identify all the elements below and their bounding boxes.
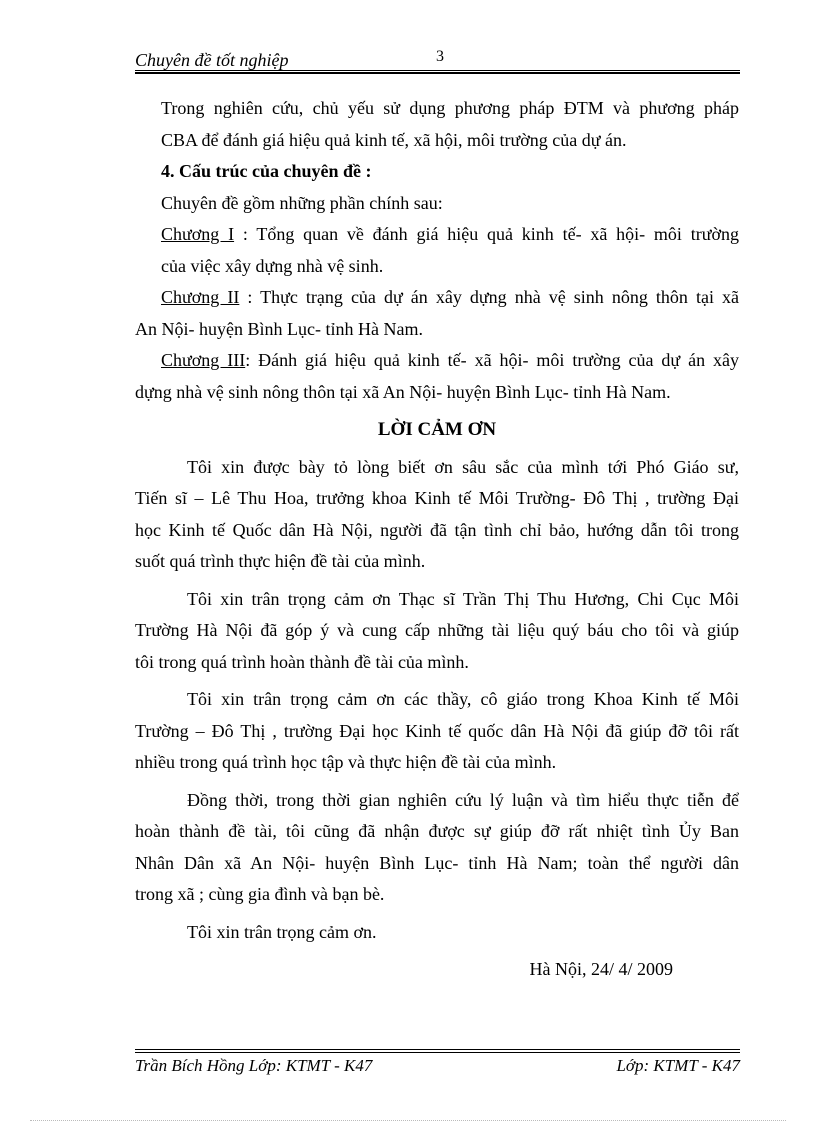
methods-line: CBA để đánh giá hiệu quả kinh tế, xã hội, môi trường của dự án. — [161, 129, 627, 150]
thanks-p3-line: nhiều trong quá trình học tập và thực hiện đề tài của mình. — [135, 752, 557, 772]
thanks-p1-line: Tiến sĩ – Lê Thu Hoa, trưởng khoa Kinh tế Môi Trường- Đô Thị , trường Đại — [135, 488, 739, 508]
thanks-p2-line: tôi trong quá trình hoàn thành đề tài của mình. — [135, 651, 469, 672]
thanks-p4-line: Đồng thời, trong thời gian nghiên cứu lý luận và tìm hiểu thực tiễn để — [187, 789, 739, 810]
page-edge-dots — [30, 1120, 786, 1121]
footer-rule — [135, 1049, 740, 1050]
page-number: 3 — [436, 48, 444, 65]
thanks-p2-line: Tôi xin trân trọng cảm ơn Thạc sĩ Trần Thị Thu Hương, Chi Cục Môi — [187, 588, 739, 609]
thanks-p1-line: học Kinh tế Quốc dân Hà Nội, người đã tận tình chỉ bảo, hướng dẫn tôi trong — [135, 519, 739, 540]
chapter-1-cont: của việc xây dựng nhà vệ sinh. — [161, 255, 384, 276]
section-heading: 4. Cấu trúc của chuyên đề : — [161, 161, 372, 181]
thanks-p4-line: Nhân Dân xã An Nội- huyện Bình Lục- tỉnh Hà Nam; toàn thể người dân — [135, 852, 739, 873]
footer-class: Lớp: KTMT - K47 — [616, 1056, 740, 1075]
methods-line: Trong nghiên cứu, chủ yếu sử dụng phương pháp ĐTM và phương pháp — [161, 98, 739, 118]
chapter-3-line — [135, 345, 739, 377]
chapter-2-cont: An Nội- huyện Bình Lục- tỉnh Hà Nam. — [135, 318, 423, 339]
thanks-p3-line: Tôi xin trân trọng cảm ơn các thầy, cô giáo trong Khoa Kinh tế Môi — [187, 689, 739, 709]
thanks-p1-line: suốt quá trình thực hiện đề tài của mình. — [135, 551, 426, 571]
footer-rule — [135, 1052, 740, 1053]
thanks-p4-line: hoàn thành đề tài, tôi cũng đã nhận được sự giúp đỡ rất nhiệt tình Ủy Ban — [135, 821, 739, 841]
chapter-1-text: : Tổng quan về đánh giá hiệu quả kinh tế- xã hội- môi trường — [234, 224, 739, 244]
page-header — [135, 46, 740, 72]
chapter-3-label: Chương III — [161, 350, 246, 370]
signature-date: Hà Nội, 24/ 4/ 2009 — [529, 959, 673, 979]
chapter-2-label: Chương II — [161, 287, 240, 307]
header-title: Chuyên đề tốt nghiệp — [135, 50, 289, 70]
chapter-1-line — [135, 219, 739, 251]
footer-author: Trần Bích Hồng Lớp: KTMT - K47 — [135, 1056, 373, 1075]
thanks-heading: LỜI CẢM ƠN — [377, 419, 497, 440]
header-rule — [135, 70, 740, 71]
thanks-p1-line: Tôi xin được bày tỏ lòng biết ơn sâu sắc của mình tới Phó Giáo sư, — [187, 456, 739, 477]
structure-intro: Chuyên đề gồm những phần chính sau: — [161, 192, 443, 213]
chapter-1-label: Chương I — [161, 224, 235, 244]
closing-line: Tôi xin trân trọng cảm ơn. — [187, 921, 377, 942]
page-body — [135, 93, 739, 986]
chapter-2-text: : Thực trạng của dự án xây dựng nhà vệ sinh nông thôn tại xã — [239, 287, 739, 307]
chapter-2-line — [135, 282, 739, 314]
page-footer — [135, 1046, 740, 1076]
thanks-p4-line: trong xã ; cùng gia đình và bạn bè. — [135, 884, 385, 904]
header-rule-thick — [135, 72, 740, 74]
thanks-p2-line: Trường Hà Nội đã góp ý và cung cấp những tài liệu quý báu cho tôi và giúp — [135, 620, 739, 640]
chapter-3-text: : Đánh giá hiệu quả kinh tế- xã hội- môi trường của dự án xây — [245, 350, 739, 370]
thanks-p3-line: Trường – Đô Thị , trường Đại học Kinh tế quốc dân Hà Nội đã giúp đỡ tôi rất — [135, 720, 739, 741]
chapter-3-cont: dựng nhà vệ sinh nông thôn tại xã An Nội- huyện Bình Lục- tỉnh Hà Nam. — [135, 381, 671, 402]
